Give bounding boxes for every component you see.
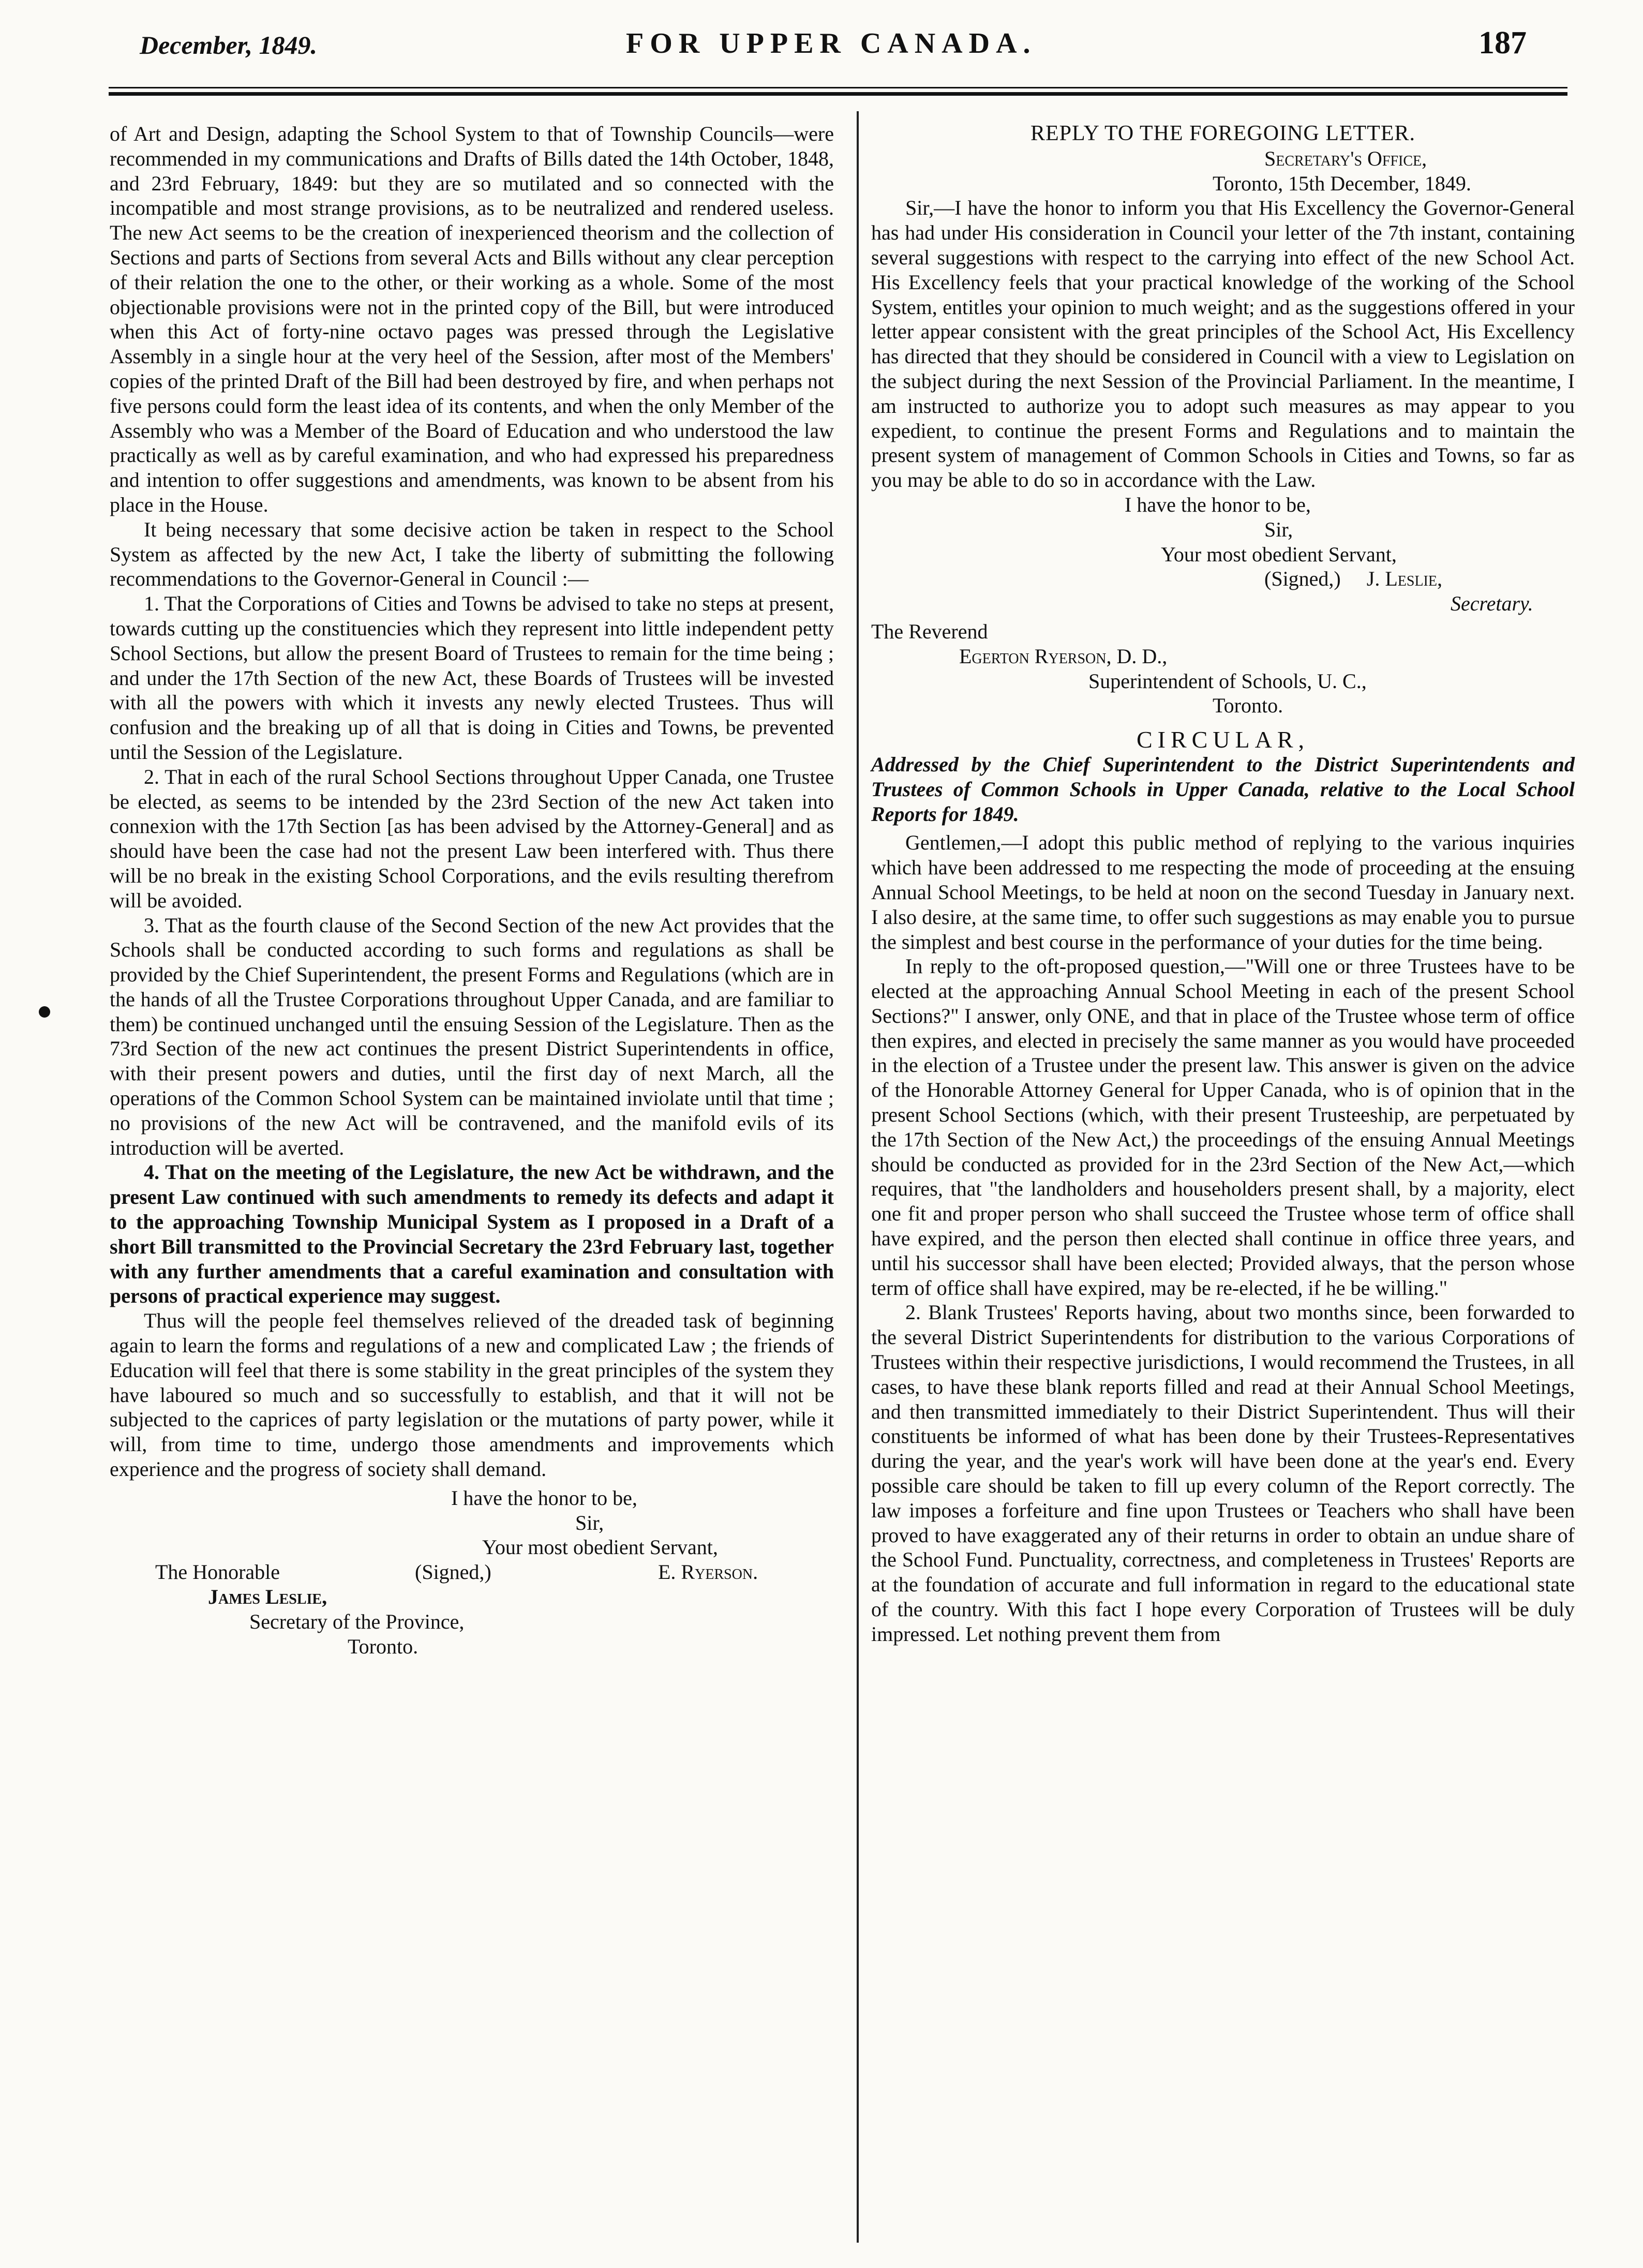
signer-title: Secretary.	[1451, 592, 1533, 616]
header-rule-thick	[109, 92, 1567, 96]
margin-dot	[39, 1006, 50, 1018]
signature-line	[110, 1560, 834, 1585]
right-column	[871, 122, 1575, 1647]
closing-line: I have the honor to be,	[1125, 493, 1311, 516]
addressee-label: The Honorable	[155, 1560, 280, 1584]
reply-body: Sir,—I have the honor to inform you that His Excellency the Governor-General has had under His consideration in Council your letter of the 7th instant, containing several suggestions with respect to the carrying into effect of the new School Act. His Excellency feels that your practical knowledge of the working of the School System, entitles your opinion to much weight; and as the suggestions offered in your letter appear consistent with the great principles of the School Act, His Excellency has directed that they should be considered in Council with a view to Legislation on the subject during the next Session of the Provincial Parliament. In the meantime, I am instructed to authorize you to adopt such measures as may appear to you expedient, to continue the present Forms and Regulations and to maintain the present system of management of Common Schools in Cities and Towns, so far as you may be able to do so in accordance with the Law.	[871, 196, 1575, 492]
closing-line: Sir,	[575, 1511, 604, 1534]
dateline: Toronto, 15th December, 1849.	[1213, 171, 1471, 195]
address-line: Toronto.	[1213, 694, 1283, 718]
addressee-title: Secretary of the Province,	[249, 1609, 465, 1633]
office-line: Secretary's Office,	[1264, 146, 1427, 170]
closing-line: Sir,	[1264, 517, 1293, 541]
closing-line: I have the honor to be,	[451, 1486, 637, 1510]
reply-closing	[871, 493, 1575, 616]
left-column	[110, 122, 834, 1659]
circular-paragraph: In reply to the oft-proposed question,—"Will one or three Trustees have to be elected at the approaching Annual School Meeting in each of the present School Sections?" I answer, only ONE, and that in place of the Trustee whose term of office then expires, and elected in precisely the same manner as you would have proceeded in the election of a Trustee under the present law. This answer is given on the advice of the Honorable Attorney General for Upper Canada, who is of opinion that in the present School Sections (which, with their present Trusteeship, are perpetuated by the 17th Section of the New Act,) the proceedings of the ensuing Annual Meetings should be conducted as provided for in the 23rd Section of the New Act,—which requires, that "the landholders and householders present shall, by a majority, elect one fit and proper person who shall succeed the Trustee whose term of office shall have expired, and the person then elected shall continue in office three years, and until his successor shall have been elected; Provided always, that the person whose term of office shall have expired, may be re-elected, if he be willing."	[871, 954, 1575, 1300]
circular-subtitle: Addressed by the Chief Superintendent to the District Superintendents and Trustees of Common Schools in Upper Canada, relative to the Local School Reports for 1849.	[871, 752, 1575, 826]
recommendation-4: 4. That on the meeting of the Legislature, the new Act be withdrawn, and the present Law continued with such amendments to remedy its defects and adapt it to the approaching Township Municipal System as I proposed in a Draft of a short Bill transmitted to the Provincial Secretary the 23rd February last, together with any further amendments that a careful examination and consultation with persons of practical experience may suggest.	[110, 1160, 834, 1308]
closing-line: Your most obedient Servant,	[482, 1535, 718, 1559]
recommendation-1: 1. That the Corporations of Cities and Towns be advised to take no steps at present, towards cutting up the constituencies which they represent into little independent petty School Sections, but allow the present Board of Trustees to remain for the time being ; and under the 17th Section of the new Act, these Boards of Trustees will be invested with all the powers with which it invests any newly elected Trustees. Thus will confusion and the breaking up of all that is doing in Cities and Towns, be prevented until the Session of the Legislature.	[110, 592, 834, 764]
reply-address	[871, 619, 1575, 718]
circular-heading: CIRCULAR,	[1136, 726, 1310, 753]
column-divider	[857, 111, 859, 2243]
addressee-place: Toronto.	[348, 1634, 419, 1658]
paragraph: of Art and Design, adapting the School System to that of Township Councils—were recommended in my communications and Drafts of Bills dated the 14th October, 1848, and 23rd February, 1849: but they are so mutilated and so connected with the incompatible and most strange provisions, as to be neutralized and rendered useless. The new Act seems to be the creation of inexperienced theorism and the collection of Sections and parts of Sections from several Acts and Bills without any clear perception of their relation the one to the other, or their working as a whole. Some of the most objectionable provisions were not in the printed copy of the Bill, but were introduced when this Act of forty-nine octavo pages was pressed through the Legislative Assembly in a single hour at the very heel of the Session, after most of the Members' copies of the printed Draft of the Bill had been destroyed by fire, and when perhaps not five persons could form the least idea of its contents, and when the only Member of the Assembly who was a Member of the Board of Education and who understood the law practically as well as by careful examination, and who had expressed his preparedness and intention to offer suggestions and amendments, was known to be absent from his place in the House.	[110, 122, 834, 516]
addressee-name: James Leslie,	[208, 1585, 327, 1609]
address-line: Egerton Ryerson, D. D.,	[959, 644, 1168, 668]
signed-label: (Signed,)	[415, 1560, 491, 1584]
recommendation-3: 3. That as the fourth clause of the Second Section of the new Act provides that the Schools shall be conducted according to such forms and regulations as shall be provided by the Chief Superintendent, the present Forms and Regulations (which are in the hands of all the Trustee Corporations throughout Upper Canada, and are familiar to them) be continued unchanged until the ensuing Session of the Legislature. Then as the 73rd Section of the new act continues the present District Superintendents in office, with their present powers and duties, until the first day of next March, all the operations of the Common School System can be maintained inviolate until that time ; no provisions of the new Act will be contravened, and the manifold evils of its introduction will be averted.	[110, 913, 834, 1159]
signature-line	[871, 566, 1575, 591]
header-date: December, 1849.	[140, 31, 317, 59]
signer-name: E. Ryerson.	[658, 1560, 758, 1584]
page-number: 187	[1478, 25, 1527, 61]
recommendation-2: 2. That in each of the rural School Sections throughout Upper Canada, one Trustee be elected, as seems to be intended by the 23rd Section of the new Act taken into connexion with the 17th Section [as has been advised by the Attorney-General] and as should have been the case had not the present Law been interfered with. Thus there will be no break in the existing School Corporations, and the evils resulting therefrom will be avoided.	[110, 765, 834, 912]
header-rule-thin	[109, 87, 1567, 88]
reply-heading: REPLY TO THE FOREGOING LETTER.	[1030, 122, 1416, 145]
circular-paragraph: 2. Blank Trustees' Reports having, about two months since, been forwarded to the several District Superintendents for distribution to the various Corporations of Trustees within their respective jurisdictions, I would recommend the Trustees, in all cases, to have these blank reports filled and read at their Annual School Meetings, and then transmitted immediately to their District Superintendent. Thus will their constituents be informed of what has been done by their Trustees-Representatives during the year, and the year's work will have been done at the year's end. Every possible care should be taken to fill up every column of the Report correctly. The law imposes a forfeiture and fine upon Trustees or Teachers who shall have been proved to have exaggerated any of their returns in order to obtain an undue share of the School Fund. Punctuality, correctness, and completeness in Trustees' Reports are at the foundation of accurate and full information in regard to the educational state of the country. With this fact I hope every Corporation of Trustees will be duly impressed. Let nothing prevent them from	[871, 1301, 1575, 1646]
header-title: FOR UPPER CANADA.	[626, 27, 1037, 59]
circular-paragraph: Gentlemen,—I adopt this public method of replying to the various inquiries which have been addressed to me respecting the mode of proceeding at the ensuing Annual School Meetings, to be held at noon on the second Tuesday in January next. I also desire, at the same time, to offer such suggestions as may enable you to pursue the simplest and best course in the performance of your duties for the time being.	[871, 831, 1575, 953]
address-line: The Reverend	[871, 619, 988, 643]
signed-label: (Signed,)	[1264, 567, 1341, 591]
signer-name: J. Leslie,	[1366, 567, 1442, 591]
letter-closing	[110, 1486, 834, 1659]
closing-line: Your most obedient Servant,	[1161, 542, 1397, 566]
paragraph: Thus will the people feel themselves relieved of the dreaded task of beginning again to learn the forms and regulations of a new and complicated Law ; the friends of Education will feel that there is some stability in the great principles of the system they have laboured so much and so successfully to establish, and that it will not be subjected to the caprices of party legislation or the mutations of party power, while it will, from time to time, undergo those amendments and improvements which experience and the progress of society shall demand.	[110, 1309, 834, 1481]
address-line: Superintendent of Schools, U. C.,	[1088, 669, 1367, 693]
paragraph: It being necessary that some decisive action be taken in respect to the School System as affected by the new Act, I take the liberty of submitting the following recommendations to the Governor-General in Council :—	[110, 517, 834, 591]
